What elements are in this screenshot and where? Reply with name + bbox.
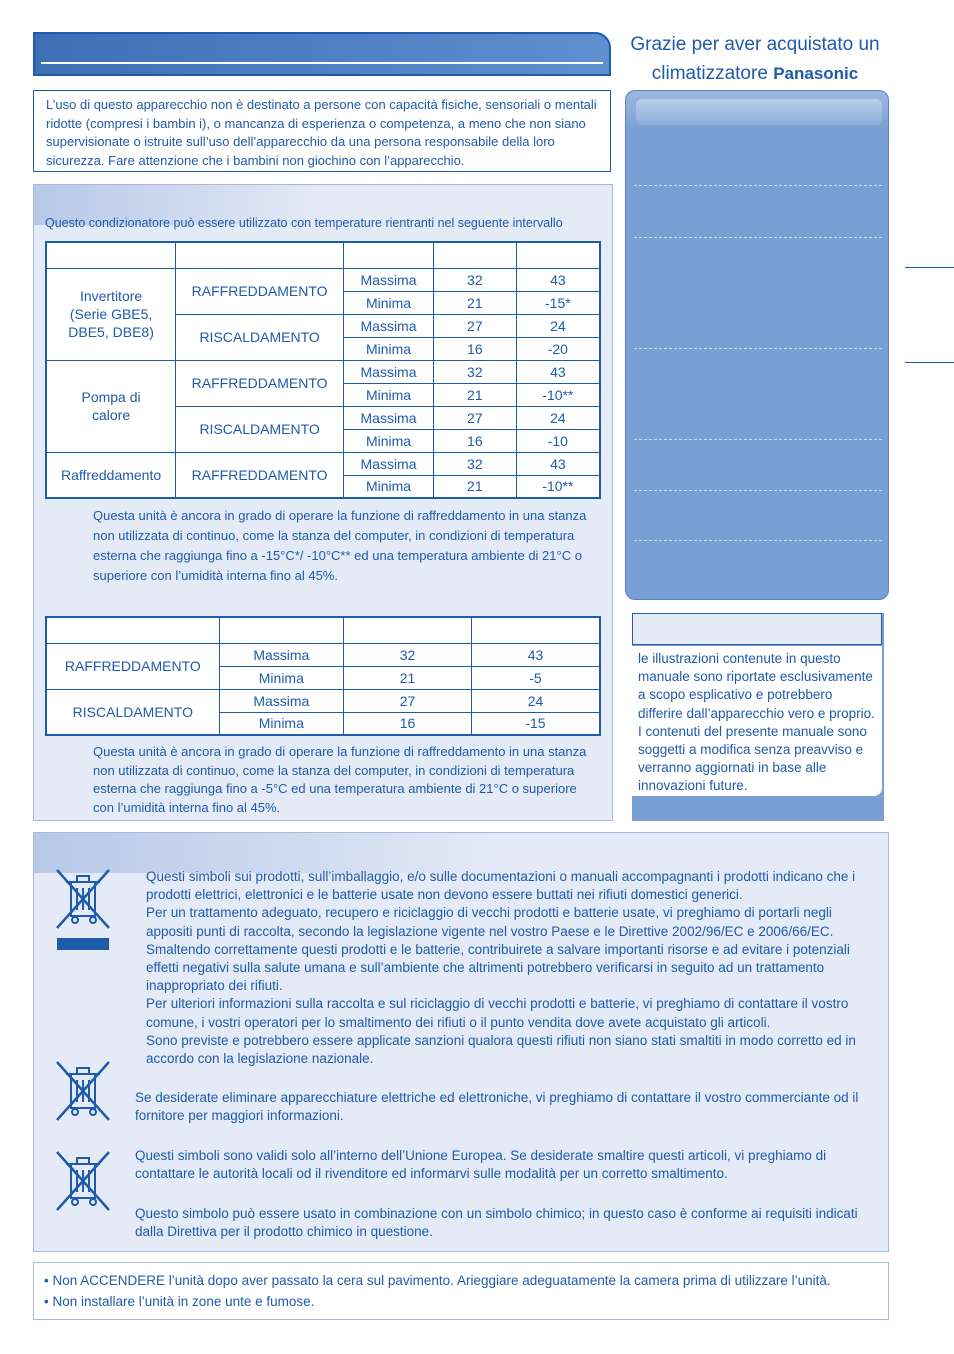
disposal-paragraph: Per ulteriori informazioni sulla raccolta e sul riciclaggio di vecchi prodotti e batterie, vi preghiamo di contattare il vostro comune, i vostri operatori per lo smaltimento dei rifiuti o il punto vendita dove avete acquistato gli articoli. bbox=[146, 996, 849, 1030]
mode-cell: RISCALDAMENTO bbox=[176, 314, 344, 360]
unit-type-cell: Raffreddamento bbox=[46, 452, 176, 498]
disposal-paragraph: Questi simboli sui prodotti, sull’imballaggio, e/o sulle documentazioni o manuali accompagnanti i prodotti indicano che i prodotti elettrici, elettronici e le batterie usate non devono essere buttati nei rifiuti domestici generici. bbox=[146, 869, 856, 903]
table-header-cell bbox=[433, 242, 516, 268]
warning-box: L’uso di questo apparecchio non è destinato a persone con capacità fisiche, sensoriali o mentali ridotte (compresi i bambin i), o mancanza di esperienza o competenza, a meno che non siano supervisionate o istruite sull’uso dell’apparecchio da una persona responsabile della loro sicurezza. Fare attenzione che i bambini non giochino con l’apparecchio. bbox=[33, 90, 611, 172]
crossed-bin-icon bbox=[53, 1148, 113, 1214]
table-row bbox=[46, 268, 600, 291]
limit-cell: Massima bbox=[219, 643, 343, 666]
value-cell: -5 bbox=[471, 666, 600, 689]
temperature-table-1 bbox=[45, 241, 601, 499]
bottom-bullet: • Non ACCENDERE l’unità dopo aver passato la cera sul pavimento. Arieggiare adeguatamente la camera prima di utilizzare l’unità. bbox=[44, 1273, 831, 1288]
illustration-note: le illustrazioni contenute in questo manuale sono riportate esclusivamente a scopo esplicativo e potrebbero differire dall’apparecchio vero e proprio. I contenuti del presente manuale sono soggetti a modifica senza preavviso e verranno aggiornati in base alle innovazioni future. bbox=[632, 646, 882, 796]
value-cell: 43 bbox=[516, 360, 600, 383]
value-cell: 21 bbox=[433, 291, 516, 314]
value-cell: 32 bbox=[433, 452, 516, 475]
value-cell: 32 bbox=[344, 643, 472, 666]
limit-cell: Minima bbox=[344, 429, 434, 452]
limit-cell: Massima bbox=[344, 268, 434, 291]
value-cell: 16 bbox=[344, 712, 472, 735]
range-note-2: Questa unità è ancora in grado di operare la funzione di raffreddamento in una stanza non utilizzata di continuo, come la stanza del computer, in condizioni di temperatura esterna che raggiunga fino a -5°C ed una temperatura ambiente di 21°C o superiore con l’umidità interna fino al 45%. bbox=[93, 744, 587, 815]
bottom-bullet: • Non installare l’unità in zone unte e fumose. bbox=[44, 1294, 315, 1309]
table-header-cell bbox=[46, 617, 219, 643]
disposal-paragraph: Smaltendo correttamente questi prodotti e le batterie, contribuirete a salvare importanti risorse e ad evitare i potenziali effetti negativi sulla salute umana e sull’ambiente che altrimenti potrebbero verificarsi in seguito ad un trattamento inappropriato dei rifiuti. bbox=[146, 941, 850, 994]
illustration-note-box bbox=[632, 613, 884, 821]
value-cell: -10** bbox=[516, 475, 600, 498]
value-cell: 24 bbox=[516, 314, 600, 337]
disposal-paragraph: Se desiderate eliminare apparecchiature elettriche ed elettroniche, vi preghiamo di contattare il vostro commerciante od il fornitore per maggiori informazioni. bbox=[135, 1090, 859, 1124]
limit-cell: Minima bbox=[344, 383, 434, 406]
range-note-1: Questa unità è ancora in grado di operare la funzione di raffreddamento in una stanza non utilizzata di continuo, come la stanza del computer, in condizioni di temperatura esterna che raggiunga fino a -15°C*/ -10°C** ed una temperatura ambiente di 21°C o superiore con l’umidità interna fino al 45%. bbox=[93, 508, 587, 583]
mode-cell: RAFFREDDAMENTO bbox=[176, 268, 344, 314]
value-cell: 43 bbox=[516, 268, 600, 291]
value-cell: 16 bbox=[433, 429, 516, 452]
value-cell: -10 bbox=[516, 429, 600, 452]
table-row bbox=[46, 643, 600, 666]
limit-cell: Minima bbox=[344, 475, 434, 498]
margin-tick bbox=[905, 362, 954, 363]
value-cell: 27 bbox=[433, 406, 516, 429]
bottom-bullet-text: Non installare l’unità in zone unte e fumose. bbox=[52, 1294, 315, 1309]
limit-cell: Massima bbox=[344, 314, 434, 337]
value-cell: -15 bbox=[471, 712, 600, 735]
unit-type-cell: Pompa di calore bbox=[46, 360, 176, 452]
value-cell: 24 bbox=[516, 406, 600, 429]
table-header-cell bbox=[516, 242, 600, 268]
table-header-row bbox=[46, 617, 600, 643]
table-row bbox=[46, 689, 600, 712]
limit-cell: Minima bbox=[219, 666, 343, 689]
brand-logo: Panasonic bbox=[773, 64, 859, 83]
value-cell: 16 bbox=[433, 337, 516, 360]
title-line1: Grazie per aver acquistato un bbox=[630, 34, 880, 55]
disposal-paragraph: Per un trattamento adeguato, recupero e riciclaggio di vecchi prodotti e batterie usate, vi preghiamo di portarli negli appositi punti di raccolta, secondo la legislazione vigente nel vostro Paese e le Direttive 2002/96/EC e 2006/66/EC. bbox=[146, 905, 834, 939]
table-header-cell bbox=[46, 242, 176, 268]
title-line2: climatizzatore bbox=[651, 63, 768, 84]
limit-cell: Massima bbox=[219, 689, 343, 712]
crossed-bin-bar-icon bbox=[53, 866, 113, 954]
value-cell: -20 bbox=[516, 337, 600, 360]
limit-cell: Massima bbox=[344, 406, 434, 429]
table-row bbox=[46, 452, 600, 475]
mode-cell: RAFFREDDAMENTO bbox=[176, 452, 344, 498]
value-cell: -15* bbox=[516, 291, 600, 314]
table-header-row bbox=[46, 242, 600, 268]
section-header-bar bbox=[33, 32, 611, 76]
page-title bbox=[620, 30, 890, 88]
table-header-cell bbox=[219, 617, 343, 643]
disposal-paragraph: Questo simbolo può essere usato in combinazione con un simbolo chimico; in questo caso è conforme ai requisiti indicati dalla Direttiva per il prodotto chimico in questione. bbox=[135, 1206, 858, 1240]
mode-cell: RISCALDAMENTO bbox=[46, 689, 219, 735]
temperature-table-2 bbox=[45, 616, 601, 736]
margin-tick bbox=[905, 267, 954, 268]
crossed-bin-icon bbox=[53, 1058, 113, 1124]
value-cell: 21 bbox=[433, 383, 516, 406]
value-cell: -10** bbox=[516, 383, 600, 406]
range-intro: Questo condizionatore può essere utilizzato con temperature rientranti nel seguente intervallo bbox=[45, 216, 563, 230]
disposal-paragraph: Questi simboli sono validi solo all’interno dell’Unione Europea. Se desiderate smaltire questi articoli, vi preghiamo di contattare le autorità locali od il rivenditore ed informarvi sulle modalità per un corretto smaltimento. bbox=[135, 1148, 827, 1182]
value-cell: 24 bbox=[471, 689, 600, 712]
disposal-text-main bbox=[146, 868, 862, 1068]
value-cell: 21 bbox=[433, 475, 516, 498]
value-cell: 21 bbox=[344, 666, 472, 689]
value-cell: 27 bbox=[344, 689, 472, 712]
value-cell: 32 bbox=[433, 360, 516, 383]
mode-cell: RISCALDAMENTO bbox=[176, 406, 344, 452]
limit-cell: Massima bbox=[344, 360, 434, 383]
unit-type-cell: Invertitore (Serie GBE5, DBE5, DBE8) bbox=[46, 268, 176, 360]
table-header-cell bbox=[176, 242, 344, 268]
bottom-bullet-text: Non ACCENDERE l’unità dopo aver passato la cera sul pavimento. Arieggiare adeguatamente la camera prima di utilizzare l’unità. bbox=[52, 1273, 831, 1288]
bottom-warning-box bbox=[33, 1262, 889, 1320]
value-cell: 43 bbox=[471, 643, 600, 666]
table-header-cell bbox=[344, 242, 434, 268]
limit-cell: Minima bbox=[344, 291, 434, 314]
mode-cell: RAFFREDDAMENTO bbox=[46, 643, 219, 689]
limit-cell: Minima bbox=[344, 337, 434, 360]
table-header-cell bbox=[471, 617, 600, 643]
table-header-cell bbox=[344, 617, 472, 643]
value-cell: 32 bbox=[433, 268, 516, 291]
table-row bbox=[46, 360, 600, 383]
value-cell: 27 bbox=[433, 314, 516, 337]
contents-sidebox bbox=[625, 90, 889, 600]
value-cell: 43 bbox=[516, 452, 600, 475]
disposal-paragraph: Sono previste e potrebbero essere applicate sanzioni qualora questi rifiuti non siano stati smaltiti in modo corretto ed in accordo con la legislazione nazionale. bbox=[146, 1032, 856, 1067]
limit-cell: Minima bbox=[219, 712, 343, 735]
mode-cell: RAFFREDDAMENTO bbox=[176, 360, 344, 406]
limit-cell: Massima bbox=[344, 452, 434, 475]
